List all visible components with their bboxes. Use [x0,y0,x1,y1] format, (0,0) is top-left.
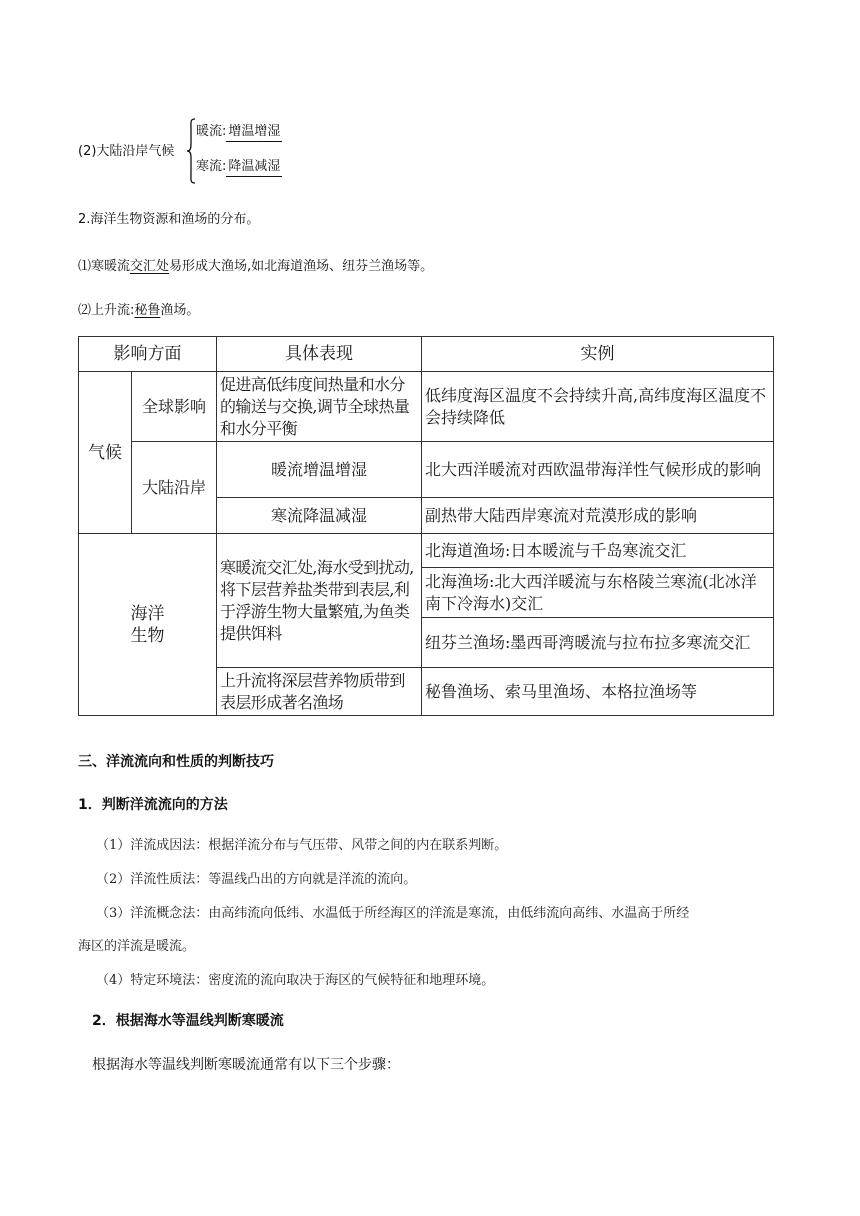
header-performance: 具体表现 [217,337,422,372]
item2-suffix: 渔场。 [160,303,200,318]
warm-current-answer: 增温增湿 [226,120,282,142]
curly-brace-icon [186,118,196,184]
marine-label-line1: 海洋 [130,603,165,624]
cold-example-cell: 副热带大陆西岸寒流对荒漠形成的影响 [422,498,774,534]
cold-current-answer: 降温减湿 [226,155,282,177]
global-example-cell: 低纬度海区温度不会持续升高,高纬度海区温度不会持续降低 [422,372,774,442]
header-aspect: 影响方面 [79,337,217,372]
section2-item2 [78,299,199,318]
global-detail-cell: 促进高低纬度间热量和水分的输送与交换,调节全球热量和水分平衡 [217,372,422,442]
method-3-line1: （3）洋流概念法：由高纬流向低纬、水温低于所经海区的洋流是寒流，由低纬流向高纬、水温高于所经 [96,906,690,921]
mixing-detail-cell: 寒暖流交汇处,海水受到扰动,将下层营养盐类带到表层,利于浮游生物大量繁殖,为鱼类提供饵料 [217,534,422,668]
steps-intro: 根据海水等温线判断寒暖流通常有以下三个步骤： [92,1057,400,1073]
ocean-current-impact-table [78,336,774,716]
section2-item1 [78,255,433,274]
climate-cell: 气候 [79,372,132,534]
upwelling-example-cell: 秘鲁渔场、索马里渔场、本格拉渔场等 [422,668,774,716]
table-row [79,442,774,498]
hokkaido-example-cell: 北海道渔场:日本暖流与千岛寒流交汇 [422,534,774,568]
warm-detail-cell: 暖流增温增湿 [217,442,422,498]
section3-title: 三、洋流流向和性质的判断技巧 [78,754,274,770]
item1-prefix: ⑴寒暖流 [78,259,131,274]
item2-prefix: ⑵上升流: [78,303,135,318]
cold-current-prefix: 寒流: [196,159,227,174]
cold-current-effect [196,155,282,177]
method-3-line2: 海区的洋流是暖流。 [78,939,196,954]
item1-underlined: 交汇处 [130,259,170,274]
marine-cell [79,534,217,716]
method-4: （4）特定环境法：密度流的流向取决于海区的气候特征和地理环境。 [96,973,495,988]
header-example: 实例 [422,337,774,372]
coastal-cell: 大陆沿岸 [132,442,217,534]
section2-title: 2.海洋生物资源和渔场的分布。 [78,212,260,227]
warm-current-effect [196,120,282,142]
global-impact-cell: 全球影响 [132,372,217,442]
table-header-row [79,337,774,372]
method-1: （1）洋流成因法：根据洋流分布与气压带、风带之间的内在联系判断。 [96,838,508,853]
newfoundland-example-cell: 纽芬兰渔场:墨西哥湾暖流与拉布拉多寒流交汇 [422,618,774,668]
section3-sub2: 2．根据海水等温线判断寒暖流 [92,1013,284,1029]
upwelling-detail-cell: 上升流将深层营养物质带到表层形成著名渔场 [217,668,422,716]
section3-sub1: 1．判断洋流流向的方法 [78,797,228,813]
table-row [79,372,774,442]
coastal-climate-label: (2)大陆沿岸气候 [78,144,175,159]
item2-underlined: 秘鲁 [134,303,161,318]
warm-example-cell: 北大西洋暖流对西欧温带海洋性气候形成的影响 [422,442,774,498]
table-row [79,534,774,568]
method-2: （2）洋流性质法：等温线凸出的方向就是洋流的流向。 [96,872,417,887]
warm-current-prefix: 暖流: [196,124,227,139]
cold-detail-cell: 寒流降温减湿 [217,498,422,534]
north-sea-example-cell: 北海渔场:北大西洋暖流与东格陵兰寒流(北冰洋南下冷海水)交汇 [422,568,774,618]
marine-label-line2: 生物 [130,625,165,646]
item1-suffix: 易形成大渔场,如北海道渔场、纽芬兰渔场等。 [169,259,434,274]
